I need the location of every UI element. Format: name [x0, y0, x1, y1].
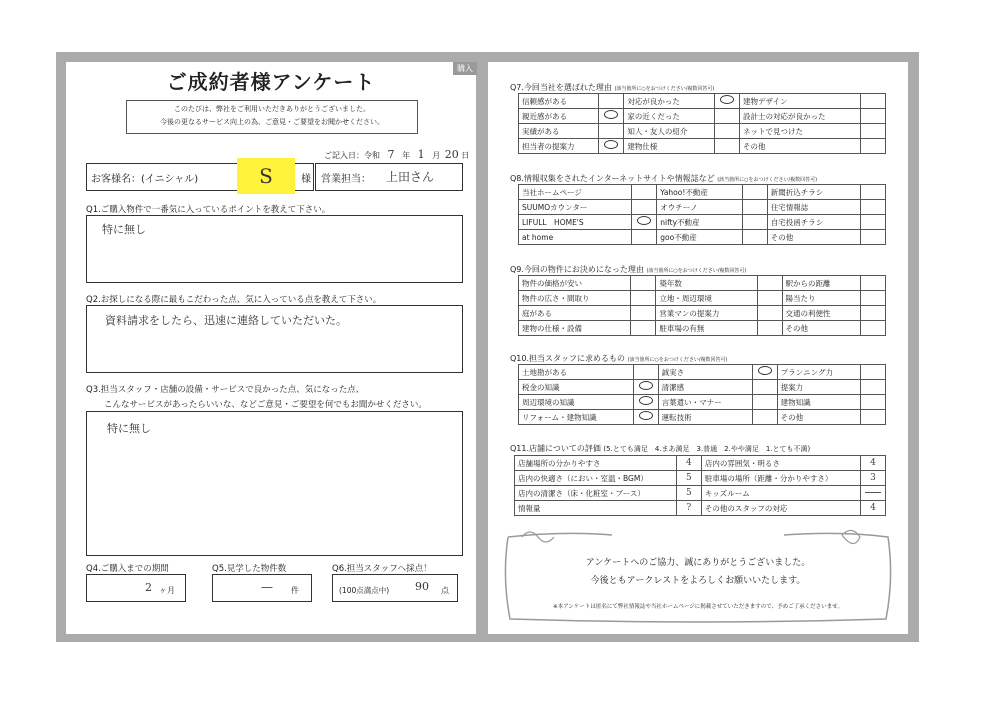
q11-answer-cell[interactable]: 3	[861, 471, 886, 486]
circle-mark	[604, 140, 618, 149]
q11-heading	[510, 443, 810, 454]
q9-answer-cell[interactable]	[861, 291, 886, 306]
q11-answer-cell[interactable]	[861, 486, 886, 501]
q8-option-label: 当社ホームページ	[519, 185, 632, 200]
question-4: Q4.ご購入までの期間	[86, 564, 169, 574]
q11-option-label: キッズルーム	[701, 486, 860, 501]
q10-answer-cell[interactable]	[633, 365, 658, 380]
q9-answer-cell[interactable]	[757, 276, 782, 291]
q8-option-label: Yahoo!不動産	[657, 185, 743, 200]
q8-option-label: LIFULL HOME'S	[519, 215, 632, 230]
sales-rep-field[interactable]	[315, 163, 463, 191]
q7-answer-cell[interactable]	[599, 139, 624, 154]
answer-5-field[interactable]	[212, 574, 312, 602]
dash-mark	[865, 492, 881, 493]
q11-option-label: 店内の雰囲気・明るさ	[701, 456, 860, 471]
answer-6-field[interactable]	[332, 574, 458, 602]
q9-answer-cell[interactable]	[861, 321, 886, 336]
q9-option-label: 交通の利便性	[782, 306, 860, 321]
circle-mark	[639, 396, 653, 405]
q7-option-label: 家の近くだった	[624, 109, 715, 124]
answer-2-text: 資料請求をしたら、迅速に連絡していただいた。	[105, 314, 347, 327]
q7-option-label: 建物仕様	[624, 139, 715, 154]
q9-answer-cell[interactable]	[861, 276, 886, 291]
q9-answer-cell[interactable]	[631, 276, 656, 291]
q11-option-label: 駐車場の場所（距離・分かりやすさ）	[701, 471, 860, 486]
q8-answer-cell[interactable]	[861, 230, 886, 245]
q7-note: (該当箇所に○をおつけください/複数回答可)	[614, 86, 715, 92]
q11-option-label: 店舗場所の分かりやすさ	[515, 456, 677, 471]
q7-row	[519, 109, 886, 124]
customer-name-label: お客様名：(イニシャル)	[91, 174, 199, 185]
q9-option-label: 駐車場の有無	[656, 321, 757, 336]
answer-3-field[interactable]	[86, 411, 463, 556]
q10-answer-cell[interactable]	[861, 365, 886, 380]
q7-option-label: 担当者の提案力	[519, 139, 599, 154]
q8-answer-cell[interactable]	[742, 185, 767, 200]
q8-heading	[510, 173, 817, 184]
q10-heading	[510, 353, 727, 364]
q8-answer-cell[interactable]	[742, 215, 767, 230]
q9-option-label: 立地・周辺環境	[656, 291, 757, 306]
q11-row	[515, 456, 886, 471]
date-label: ご記入日：令和	[324, 151, 380, 160]
question-5: Q5.見学した物件数	[212, 564, 287, 574]
q10-row	[519, 365, 886, 380]
q7-answer-cell[interactable]	[714, 139, 739, 154]
q7-row	[519, 139, 886, 154]
answer-6-unit: 点	[441, 586, 449, 595]
date-month: 1	[417, 148, 425, 161]
q7-answer-cell[interactable]	[714, 109, 739, 124]
intro-line-1: このたびは、弊社をご利用いただきありがとうございました。	[174, 105, 370, 113]
q9-option-label: 陽当たり	[782, 291, 860, 306]
q11-option-label: 情報量	[515, 501, 677, 516]
q8-option-label: その他	[767, 230, 860, 245]
date-day: 20	[444, 148, 459, 161]
q7-title: Q7.今回当社を選ばれた理由	[510, 83, 612, 92]
sales-rep-value: 上田さん	[386, 170, 435, 184]
q10-option-label: 提案力	[777, 380, 860, 395]
q7-option-label: 実績がある	[519, 124, 599, 139]
sales-rep-label: 営業担当：	[321, 174, 371, 185]
q7-row	[519, 124, 886, 139]
q10-row	[519, 395, 886, 410]
q9-table	[518, 275, 886, 336]
q8-option-label: 住宅情報誌	[767, 200, 860, 215]
q9-row	[519, 306, 886, 321]
date-year: 7	[387, 148, 395, 161]
q10-option-label: 建物知識	[777, 395, 860, 410]
q7-answer-cell[interactable]	[861, 94, 886, 109]
q11-answer-cell[interactable]: 4	[676, 456, 701, 471]
customer-suffix: 様	[301, 174, 311, 185]
q11-answer-cell[interactable]: 5	[676, 471, 701, 486]
q10-answer-cell[interactable]	[752, 365, 777, 380]
q11-row	[515, 471, 886, 486]
q8-row	[519, 230, 886, 245]
q7-option-label: 建物デザイン	[739, 94, 860, 109]
q8-option-label: goo不動産	[657, 230, 743, 245]
q11-title: Q11.店舗についての評価	[510, 444, 601, 453]
q10-answer-cell[interactable]	[752, 380, 777, 395]
q7-option-label: その他	[739, 139, 860, 154]
q9-option-label: 庭がある	[519, 306, 631, 321]
q7-answer-cell[interactable]	[714, 124, 739, 139]
q11-answer-cell[interactable]: ?	[676, 501, 701, 516]
q8-option-label: SUUMOカウンター	[519, 200, 632, 215]
q7-answer-cell[interactable]	[861, 109, 886, 124]
q9-answer-cell[interactable]	[757, 321, 782, 336]
q10-answer-cell[interactable]	[861, 410, 886, 425]
q8-option-label: 新聞折込チラシ	[767, 185, 860, 200]
q9-answer-cell[interactable]	[757, 291, 782, 306]
q10-answer-cell[interactable]	[633, 395, 658, 410]
q10-answer-cell[interactable]	[861, 395, 886, 410]
q11-answer-cell[interactable]: 4	[861, 501, 886, 516]
answer-6-value: 90	[415, 580, 429, 593]
q11-option-label: その他のスタッフの対応	[701, 501, 860, 516]
intro-line-2: 今後の更なるサービス向上の為、ご意見・ご要望をお聞かせください。	[160, 118, 384, 126]
q7-answer-cell[interactable]	[861, 139, 886, 154]
q8-row	[519, 185, 886, 200]
answer-4-value: 2	[145, 581, 152, 594]
q10-option-label: 運転技術	[658, 410, 752, 425]
q9-answer-cell[interactable]	[861, 306, 886, 321]
q10-option-label: 周辺環境の知識	[519, 395, 634, 410]
q7-option-label: 親近感がある	[519, 109, 599, 124]
q11-option-label: 店内の快適さ（におい・室温・BGM）	[515, 471, 677, 486]
q10-answer-cell[interactable]	[861, 380, 886, 395]
customer-name-field[interactable]	[86, 163, 314, 191]
q9-row	[519, 321, 886, 336]
circle-mark	[604, 110, 618, 119]
question-3-line-2: こんなサービスがあったらいいな、などご意見・ご要望を何でもお聞かせください。	[104, 400, 427, 410]
answer-5-unit: 件	[291, 586, 299, 595]
q9-option-label: 築年数	[656, 276, 757, 291]
answer-4-field[interactable]	[86, 574, 186, 602]
answer-4-unit: ヶ月	[159, 586, 175, 595]
year-label: 年	[402, 151, 411, 160]
answer-3-text: 特に無し	[107, 422, 151, 435]
q8-option-label: 自宅投函チラシ	[767, 215, 860, 230]
q8-answer-cell[interactable]	[742, 200, 767, 215]
q11-answer-cell[interactable]: 4	[861, 456, 886, 471]
q8-option-label: at home	[519, 230, 632, 245]
q9-answer-cell[interactable]	[631, 306, 656, 321]
q11-option-label: 店内の清潔さ（床・化粧室・ブース）	[515, 486, 677, 501]
ribbon-bow-right	[842, 530, 860, 543]
q8-answer-cell[interactable]	[861, 185, 886, 200]
customer-initial: S	[237, 158, 295, 194]
q9-note: (該当箇所に○をおつけください/複数回答可)	[646, 268, 747, 274]
circle-mark	[637, 216, 651, 225]
month-label: 月	[432, 151, 441, 160]
q7-option-label: 信頼感がある	[519, 94, 599, 109]
intro-box	[126, 100, 418, 134]
survey-title: ご成約者様アンケート	[166, 70, 376, 94]
q8-answer-cell[interactable]	[861, 215, 886, 230]
q10-answer-cell[interactable]	[633, 380, 658, 395]
q9-option-label: 物件の広さ・間取り	[519, 291, 631, 306]
q7-answer-cell[interactable]	[599, 94, 624, 109]
question-6: Q6.担当スタッフへ採点！	[332, 564, 432, 574]
answer-5-value: —	[261, 580, 273, 594]
entry-date	[324, 148, 469, 161]
q10-note: (該当箇所に○をおつけください/複数回答可)	[627, 357, 728, 363]
q9-answer-cell[interactable]	[631, 291, 656, 306]
q11-table	[514, 455, 886, 516]
q11-row	[515, 486, 886, 501]
closing-line-2: 今後ともアークレストをよろしくお願いいたします。	[590, 576, 806, 586]
q10-answer-cell[interactable]	[633, 410, 658, 425]
q9-option-label: 物件の価格が安い	[519, 276, 631, 291]
question-3-line-1: Q3.担当スタッフ・店舗の設備・サービスで良かった点、気になった点、	[86, 385, 365, 395]
q7-answer-cell[interactable]	[714, 94, 739, 109]
q10-table	[518, 364, 886, 425]
question-2: Q2.お探しになる際に最もこだわった点、気に入っている点を教えて下さい。	[86, 295, 382, 305]
q8-option-label: オウチーノ	[657, 200, 743, 215]
q10-row	[519, 410, 886, 425]
circle-mark	[720, 95, 734, 104]
q10-title: Q10.担当スタッフに求めるもの	[510, 354, 626, 363]
q9-row	[519, 276, 886, 291]
q8-title: Q8.情報収集をされたインターネットサイトや情報誌など	[510, 174, 715, 183]
q9-answer-cell[interactable]	[757, 306, 782, 321]
day-label: 日	[461, 151, 470, 160]
q10-option-label: リフォーム・建物知識	[519, 410, 634, 425]
q10-option-label: 清潔感	[658, 380, 752, 395]
q9-option-label: 建物の仕様・設備	[519, 321, 631, 336]
circle-mark	[639, 411, 653, 420]
q9-option-label: その他	[782, 321, 860, 336]
q8-answer-cell[interactable]	[632, 230, 657, 245]
q10-option-label: その他	[777, 410, 860, 425]
q11-scale: (5.とても満足 4.まあ満足 3.普通 2.やや満足 1.とても不満)	[603, 445, 811, 453]
q9-answer-cell[interactable]	[631, 321, 656, 336]
q8-answer-cell[interactable]	[632, 200, 657, 215]
q9-heading	[510, 264, 746, 275]
q7-option-label: ネットで見つけた	[739, 124, 860, 139]
circle-mark	[758, 366, 772, 375]
question-1: Q1.ご購入物件で一番気に入っているポイントを教えて下さい。	[86, 205, 331, 215]
q8-option-label: nifty不動産	[657, 215, 743, 230]
closing-message	[508, 554, 888, 590]
q9-title: Q9.今回の物件にお決めになった理由	[510, 265, 644, 274]
q9-option-label: 営業マンの提案力	[656, 306, 757, 321]
q10-option-label: 税金の知識	[519, 380, 634, 395]
closing-footnote: ※本アンケートは匿名にて弊社情報誌や当社ホームページに掲載させていただきますので、予めご了承くださいませ。	[553, 604, 843, 610]
q7-option-label: 設計士の対応が良かった	[739, 109, 860, 124]
q8-answer-cell[interactable]	[632, 185, 657, 200]
q8-table	[518, 184, 886, 245]
q10-answer-cell[interactable]	[752, 395, 777, 410]
purchase-tag: 購入	[453, 62, 477, 75]
q9-row	[519, 291, 886, 306]
q11-answer-cell[interactable]: 5	[676, 486, 701, 501]
q8-note: (該当箇所に○をおつけください/複数回答可)	[717, 177, 818, 183]
q8-row	[519, 215, 886, 230]
q10-option-label: プランニング力	[777, 365, 860, 380]
q9-option-label: 駅からの距離	[782, 276, 860, 291]
q7-option-label: 知人・友人の紹介	[624, 124, 715, 139]
q7-answer-cell[interactable]	[599, 124, 624, 139]
circle-mark	[639, 381, 653, 390]
answer-1-text: 特に無し	[102, 223, 146, 236]
q10-option-label: 言葉遣い・マナー	[658, 395, 752, 410]
closing-line-1: アンケートへのご協力、誠にありがとうございました。	[585, 558, 811, 568]
left-page	[66, 62, 476, 634]
answer-6-note: (100点満点中)	[339, 586, 390, 595]
q7-answer-cell[interactable]	[861, 124, 886, 139]
q10-option-label: 土地勘がある	[519, 365, 634, 380]
q10-option-label: 誠実さ	[658, 365, 752, 380]
q7-table	[518, 93, 886, 154]
q10-row	[519, 380, 886, 395]
q7-heading	[510, 82, 714, 93]
q8-answer-cell[interactable]	[742, 230, 767, 245]
answer-1-field[interactable]	[86, 215, 463, 283]
q8-answer-cell[interactable]	[861, 200, 886, 215]
q8-row	[519, 200, 886, 215]
q8-answer-cell[interactable]	[632, 215, 657, 230]
q10-answer-cell[interactable]	[752, 410, 777, 425]
q11-row	[515, 501, 886, 516]
q7-answer-cell[interactable]	[599, 109, 624, 124]
q7-option-label: 対応が良かった	[624, 94, 715, 109]
answer-2-field[interactable]	[86, 305, 463, 373]
right-page	[488, 62, 908, 634]
q7-row	[519, 94, 886, 109]
